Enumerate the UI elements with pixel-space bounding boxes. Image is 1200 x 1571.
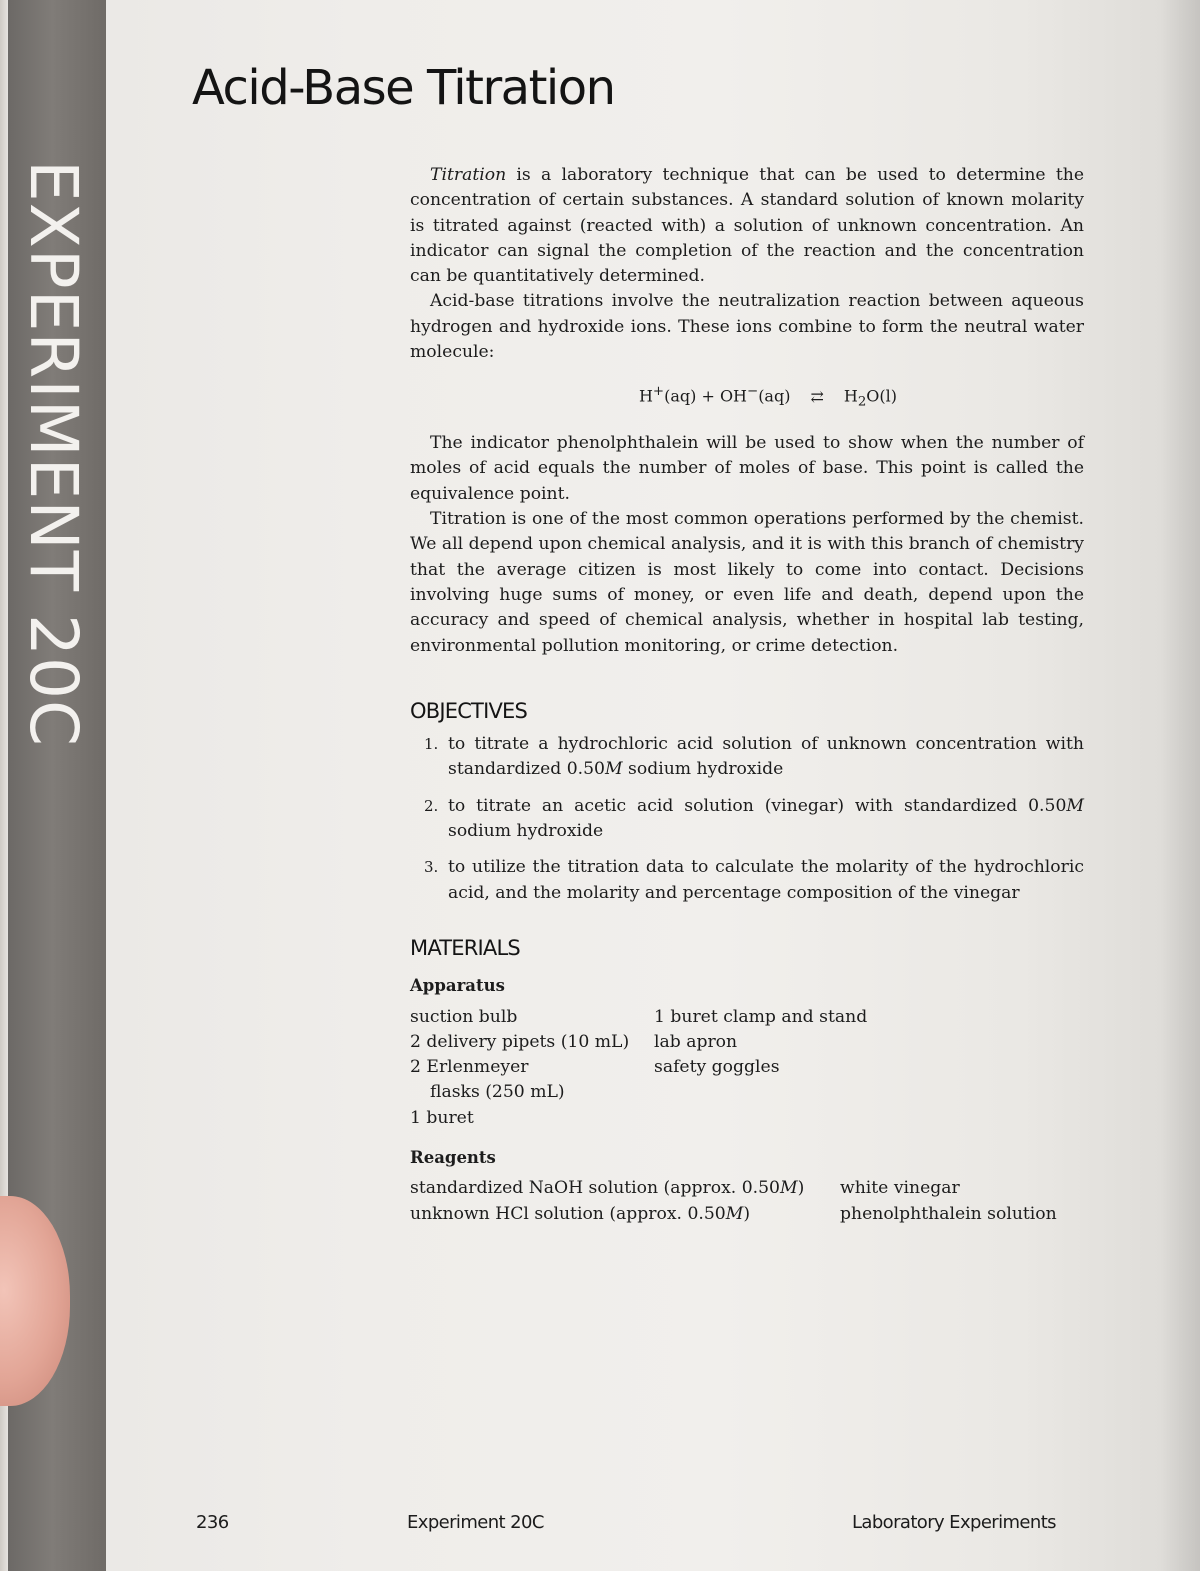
neutralization-equation [452, 379, 1084, 415]
reagent-text-end: ) [797, 1178, 805, 1199]
reagents-list [410, 1176, 1084, 1227]
intro-paragraph-2: Acid-base titrations involve the neutralization reaction between aqueous hydrogen and hydroxide ions. These ions combine to form the neutral water molecule: [410, 291, 1084, 363]
objective-text-main: to titrate an acetic acid solution (vinegar) with standardized 0.50 [448, 795, 1067, 816]
reagent-text: unknown HCl solution (approx. 0.50 [410, 1203, 726, 1224]
term-titration: Titration [430, 165, 507, 185]
apparatus-item-continued: flasks (250 mL) [430, 1082, 565, 1103]
materials-heading: MATERIALS [410, 935, 520, 960]
reagent-item: white vinegar [840, 1178, 960, 1199]
intro-paragraph-3: The indicator phenolphthalein will be used to show when the number of moles of acid equals the number of moles of base. This point is called the equivalence point. [410, 433, 1084, 504]
objective-text [448, 794, 1084, 845]
objective-text-end: sodium hydroxide [622, 759, 784, 780]
eq-water-subscript: 2 [857, 394, 867, 410]
apparatus-item: suction bulb [410, 1006, 518, 1027]
eq-water-h: H [843, 386, 858, 406]
page-title: Acid-Base Titration [192, 60, 615, 116]
reagent-item [410, 1176, 840, 1201]
objective-text-end: sodium hydroxide [448, 821, 604, 842]
reagent-text-end: ) [743, 1203, 751, 1224]
intro-paragraph-1-text: is a laboratory technique that can be used to determine the concentration of certain substances. A standard solution of known molarity is titrated against (reacted with) a solution of unknown concentration. An indicator can signal the completion of the reaction and the concentration can be quantitatively determined. [410, 165, 1084, 287]
objective-number: 3. [424, 858, 439, 877]
objective-text [448, 732, 1084, 783]
reagent-item [410, 1202, 840, 1227]
footer-experiment: Experiment 20C [407, 1512, 544, 1533]
eq-water-rest: O(l) [866, 386, 898, 406]
apparatus-item: lab apron [654, 1031, 738, 1052]
objective-number: 1. [424, 735, 439, 754]
apparatus-list [410, 1005, 1084, 1131]
page-number: 236 [196, 1512, 229, 1533]
objective-item [424, 732, 1084, 783]
side-tab-label: EXPERIMENT 20C [15, 160, 92, 748]
equilibrium-arrow-icon: ⇄ [810, 386, 824, 406]
objectives-list [410, 732, 1084, 906]
objective-number: 2. [424, 796, 439, 815]
objective-text-main: to titrate a hydrochloric acid solution of unknown concentration with standardized 0.50 [448, 734, 1084, 780]
apparatus-item: 2 Erlenmeyer [410, 1057, 529, 1078]
apparatus-item: 1 buret [410, 1107, 474, 1128]
molarity-unit: M [779, 1178, 798, 1199]
page-shadow [1160, 0, 1200, 1571]
objectives-heading: OBJECTIVES [410, 698, 528, 723]
molarity-unit: M [725, 1203, 744, 1224]
molarity-unit: M [1066, 795, 1084, 816]
reagents-column-1 [410, 1176, 840, 1227]
reagent-item: phenolphthalein solution [840, 1203, 1057, 1224]
eq-hydrogen: H [638, 386, 653, 406]
apparatus-column-1 [410, 1005, 654, 1131]
apparatus-subheading: Apparatus [410, 976, 505, 996]
objective-item [424, 855, 1084, 906]
eq-mid-state: (aq) [758, 386, 791, 406]
eq-left-state: (aq) + OH [664, 386, 748, 406]
molarity-unit: M [604, 759, 623, 780]
objective-text [448, 855, 1084, 906]
apparatus-item: safety goggles [654, 1057, 780, 1078]
apparatus-column-2 [654, 1005, 1084, 1131]
objective-text-main: to utilize the titration data to calculate the molarity of the hydrochloric acid, and the molarity and percentage composition of the vinegar [448, 857, 1084, 903]
eq-minus-charge: − [747, 384, 759, 400]
intro-paragraph-1 [410, 163, 1084, 289]
intro-paragraph-4: Titration is one of the most common operations performed by the chemist. We all depend upon chemical analysis, and it is with this branch of chemistry that the average citizen is most likely to come into contact. Decisions involving huge sums of money, or even life and death, depend upon the accuracy and speed of chemical analysis, whether in hospital lab testing, environmental pollution monitoring, or crime detection. [410, 509, 1084, 656]
reagents-column-2 [840, 1176, 1084, 1227]
apparatus-item: 2 delivery pipets (10 mL) [410, 1031, 630, 1052]
reagent-text: standardized NaOH solution (approx. 0.50 [410, 1178, 780, 1199]
apparatus-item: 1 buret clamp and stand [654, 1006, 868, 1027]
eq-plus-charge: + [652, 384, 665, 400]
main-text-column [410, 163, 1084, 1227]
objective-item [424, 794, 1084, 845]
reagents-subheading: Reagents [410, 1148, 496, 1168]
footer-book-section: Laboratory Experiments [852, 1512, 1056, 1533]
